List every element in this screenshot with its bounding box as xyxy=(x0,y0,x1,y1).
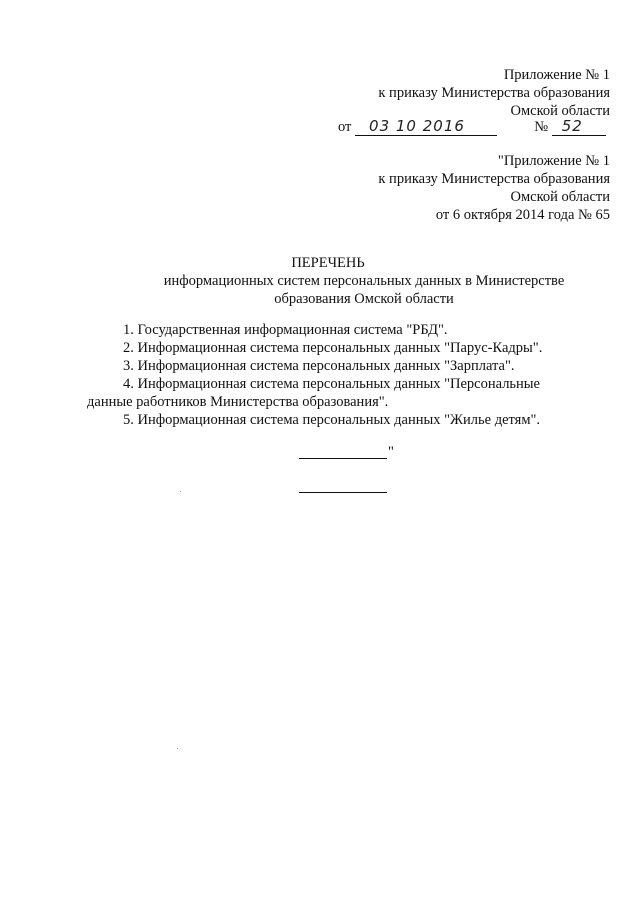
document-heading: ПЕРЕЧЕНЬ xyxy=(291,255,365,271)
list-item: 3. Информационная система персональных данных "Зарплата". xyxy=(123,358,515,374)
quoted-order-reference: к приказу Министерства образования xyxy=(378,171,610,187)
scan-speck xyxy=(177,748,178,749)
order-reference: к приказу Министерства образования xyxy=(378,85,610,101)
document-subtitle-line1: информационных систем персональных данных в Министерстве xyxy=(163,273,565,289)
list-item: 2. Информационная система персональных данных "Парус-Кадры". xyxy=(123,340,543,356)
closing-quote-mark: " xyxy=(388,444,394,460)
list-item: 1. Государственная информационная система "РБД". xyxy=(123,322,448,338)
list-item-continuation: данные работников Министерства образования". xyxy=(87,394,389,410)
list-item: 4. Информационная система персональных данных "Персональные xyxy=(123,376,540,392)
appendix-label: Приложение № 1 xyxy=(503,67,610,83)
document-subtitle-line2: образования Омской области xyxy=(274,291,454,307)
date-prefix: от xyxy=(338,119,352,135)
handwritten-number: 52 xyxy=(552,119,606,136)
closing-rule-top xyxy=(299,458,387,459)
quoted-region-name: Омской области xyxy=(510,189,610,205)
order-date-number-line xyxy=(338,118,606,136)
quoted-order-date: от 6 октября 2014 года № 65 xyxy=(435,207,610,223)
quoted-appendix-label: "Приложение № 1 xyxy=(497,153,610,169)
handwritten-date: 03 10 2016 xyxy=(355,119,497,136)
scan-speck xyxy=(180,491,181,492)
closing-rule-bottom xyxy=(299,492,387,493)
number-prefix: № xyxy=(534,119,549,135)
list-item: 5. Информационная система персональных данных "Жилье детям". xyxy=(123,412,541,428)
region-name: Омской области xyxy=(510,103,610,119)
